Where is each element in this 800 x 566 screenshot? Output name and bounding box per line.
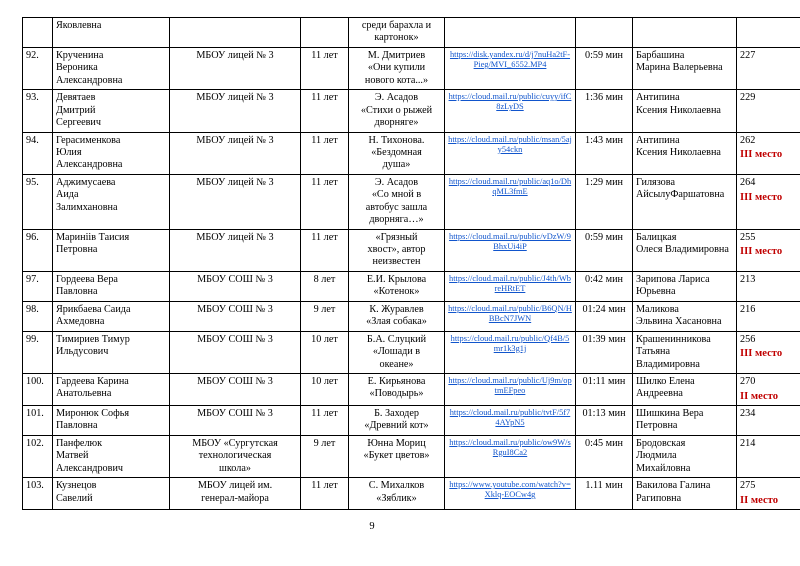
score-value: 227 [740, 49, 756, 61]
text-line: Татьяна [636, 346, 670, 358]
score-cell [737, 18, 800, 48]
text-line: «Злая собака» [366, 316, 427, 328]
results-table-body [23, 18, 800, 510]
text-line: Аджимусаева [56, 176, 116, 188]
text-line: Ярикбаева Саида [56, 303, 131, 315]
text-line: Юлия [56, 146, 82, 158]
text-line: Юрьевна [636, 286, 676, 298]
duration-cell: 1:43 мин [576, 132, 633, 174]
video-link[interactable]: https://cloud.mail.ru/public/J4th/WbreHRtET [449, 273, 571, 293]
text-line: хвост», автор [367, 244, 426, 255]
text-line: «Со мной в [371, 189, 422, 201]
text-line: Яковлевна [56, 20, 102, 31]
text-line: картонок» [374, 32, 419, 44]
place-badge: III место [740, 149, 783, 161]
teacher-name-cell [633, 373, 737, 405]
score-value: 264 [740, 176, 756, 188]
text-line: Савелий [56, 492, 93, 504]
row-number-cell: 102. [23, 435, 53, 477]
results-table [22, 17, 800, 510]
table-row [23, 373, 800, 405]
text-line: Дмитрий [56, 104, 96, 116]
text-line: Андреевна [636, 388, 683, 400]
text-line: МБОУ СОШ № 3 [197, 407, 273, 419]
text-line: «Бездомная [371, 146, 422, 158]
age-cell [301, 18, 349, 48]
row-number-cell: 95. [23, 174, 53, 229]
video-link-cell[interactable] [445, 132, 576, 174]
work-cell [349, 331, 445, 373]
text-line: Юнна Мориц [367, 437, 426, 449]
page-number: 9 [369, 521, 375, 532]
place-badge: II место [740, 494, 779, 506]
participant-name-cell [53, 331, 170, 373]
text-line: Петровна [636, 420, 678, 432]
text-line: Александровна [56, 159, 123, 171]
row-number-cell: 96. [23, 229, 53, 271]
duration-cell: 0:59 мин [576, 47, 633, 89]
text-line: Крашенинникова [636, 333, 711, 345]
duration-cell [576, 18, 633, 48]
table-row [23, 174, 800, 229]
text-line: МБОУ лицей № 3 [196, 176, 274, 188]
age-cell: 11 лет [301, 405, 349, 435]
work-cell [349, 271, 445, 301]
text-line: «Зяблик» [376, 492, 417, 504]
score-cell [737, 174, 800, 229]
text-line: автобус зашла [365, 201, 428, 213]
text-line: душа» [382, 159, 411, 171]
video-link[interactable]: https://cloud.mail.ru/public/Uj9m/optmEFpeo [448, 375, 572, 396]
text-line: Антипина [636, 92, 680, 104]
score-cell [737, 271, 800, 301]
text-line: МБОУ СОШ № 3 [197, 273, 273, 285]
age-cell: 11 лет [301, 132, 349, 174]
duration-cell: 0:45 мин [576, 435, 633, 477]
text-line: Антипина [636, 134, 680, 146]
row-number-cell: 100. [23, 373, 53, 405]
teacher-name-cell [633, 405, 737, 435]
score-value: 262 [740, 134, 756, 146]
text-line: Гордеева Вера [56, 273, 118, 285]
place-badge: III место [740, 246, 783, 258]
place-badge: III место [740, 348, 783, 360]
text-line: «Они купили [367, 62, 426, 74]
text-line: «Грязный [375, 231, 418, 243]
table-row [23, 301, 800, 331]
video-link-cell[interactable] [445, 478, 576, 510]
participant-name-cell [53, 174, 170, 229]
row-number-cell: 94. [23, 132, 53, 174]
text-line: «Стихи о рыжей [360, 104, 433, 116]
video-link-cell[interactable] [445, 271, 576, 301]
place-badge: III место [740, 191, 783, 203]
work-cell [349, 435, 445, 477]
teacher-name-cell [633, 132, 737, 174]
score-value: 229 [740, 92, 756, 104]
text-line: Вакилова Галина [636, 480, 711, 492]
participant-name-cell [53, 435, 170, 477]
video-link[interactable]: https://cloud.mail.ru/public/cuyy/ifC8zLyDS [448, 92, 572, 112]
text-line: Зарипова Лариса [636, 273, 710, 285]
text-line: Эльвина Хасановна [636, 316, 722, 328]
text-line: океане» [379, 358, 414, 370]
participant-name-cell [53, 132, 170, 174]
work-cell [349, 132, 445, 174]
video-link[interactable]: https://www.youtube.com/watch?v=Xklq-EOCw4g [449, 480, 571, 500]
teacher-name-cell [633, 331, 737, 373]
text-line: МБОУ лицей им. [197, 480, 273, 492]
text-line: Барбашина [636, 49, 685, 61]
score-cell [737, 405, 800, 435]
text-line: Кузнецов [56, 480, 97, 492]
row-number-cell: 93. [23, 90, 53, 132]
text-line: М. Дмитриев [367, 49, 426, 61]
text-line: Аида [56, 189, 79, 201]
teacher-name-cell [633, 435, 737, 477]
row-number-cell [23, 18, 53, 48]
text-line: К. Журавлев [369, 303, 424, 315]
text-line: Панфелюк [56, 437, 103, 449]
score-cell [737, 301, 800, 331]
text-line: «Поводырь» [369, 388, 424, 400]
table-row [23, 271, 800, 301]
school-cell [170, 373, 301, 405]
video-link-cell[interactable] [445, 301, 576, 331]
video-link[interactable]: https://cloud.mail.ru/public/msan/5ajy54ckn [448, 134, 572, 154]
school-cell [170, 47, 301, 89]
duration-cell: 1.11 мин [576, 478, 633, 510]
score-cell [737, 331, 800, 373]
table-row [23, 478, 800, 510]
school-cell [170, 132, 301, 174]
text-line: Б. Заходер [374, 407, 419, 419]
text-line: «Древний кот» [364, 420, 429, 432]
video-link[interactable]: https://cloud.mail.ru/public/B6QN/HBBcN7JWN [448, 303, 572, 323]
row-number-cell: 99. [23, 331, 53, 373]
work-cell [349, 229, 445, 271]
text-line: Шишкина Вера [636, 407, 704, 419]
text-line: Маликова [636, 303, 679, 315]
participant-name-cell [53, 18, 170, 48]
score-cell [737, 90, 800, 132]
teacher-name-cell [633, 301, 737, 331]
text-line: Ксения Николаевна [636, 104, 721, 116]
school-cell [170, 405, 301, 435]
school-cell [170, 90, 301, 132]
score-value: 255 [740, 231, 756, 243]
text-line: Ильдусович [56, 346, 109, 358]
table-row [23, 132, 800, 174]
score-cell [737, 47, 800, 89]
work-cell [349, 405, 445, 435]
text-line: С. Михалков [368, 480, 425, 492]
text-line: Н. Тихонова. [368, 134, 425, 146]
text-line: школа» [219, 462, 251, 474]
text-line: Е. Кирьянова [367, 375, 426, 387]
duration-cell: 01:11 мин [576, 373, 633, 405]
text-line: «Котенок» [373, 286, 420, 298]
age-cell: 11 лет [301, 47, 349, 89]
text-line: МБОУ лицей № 3 [196, 134, 274, 146]
text-line: Александровна [56, 74, 123, 86]
text-line: МБОУ СОШ № 3 [197, 303, 273, 315]
row-number-cell: 101. [23, 405, 53, 435]
table-row [23, 331, 800, 373]
text-line: Бродовская [636, 437, 686, 449]
table-row [23, 90, 800, 132]
text-line: Марина Валерьевна [636, 62, 723, 74]
video-link-cell[interactable] [445, 174, 576, 229]
text-line: дворняга…» [369, 214, 424, 226]
score-value: 234 [740, 407, 756, 419]
participant-name-cell [53, 301, 170, 331]
text-line: Сергеевич [56, 117, 102, 129]
video-link[interactable]: https://cloud.mail.ru/public/vDzW/9BhxUi4iP [449, 231, 571, 251]
age-cell: 9 лет [301, 301, 349, 331]
video-link-cell[interactable] [445, 90, 576, 132]
table-row [23, 405, 800, 435]
video-link-cell[interactable] [445, 331, 576, 373]
age-cell: 11 лет [301, 478, 349, 510]
text-line: МБОУ СОШ № 3 [197, 375, 273, 387]
text-line: Тимириев Тимур [56, 333, 130, 345]
text-line: Герасименкова [56, 134, 121, 146]
work-cell [349, 47, 445, 89]
table-row [23, 229, 800, 271]
teacher-name-cell [633, 174, 737, 229]
score-cell [737, 132, 800, 174]
teacher-name-cell [633, 229, 737, 271]
text-line: Ксения Николаевна [636, 146, 721, 158]
text-line: Вероника [56, 62, 98, 74]
score-value: 216 [740, 303, 756, 315]
score-cell [737, 229, 800, 271]
text-line: АйсылуФаршатовна [636, 189, 725, 201]
video-link-cell[interactable] [445, 47, 576, 89]
participant-name-cell [53, 405, 170, 435]
participant-name-cell [53, 47, 170, 89]
score-cell [737, 478, 800, 510]
text-line: нового кота...» [364, 74, 429, 86]
teacher-name-cell [633, 47, 737, 89]
text-line: среди барахла и [361, 20, 432, 31]
score-value: 213 [740, 273, 756, 285]
table-row [23, 18, 800, 48]
score-cell [737, 435, 800, 477]
text-line: Матвей [56, 450, 89, 462]
text-line: Павловна [56, 420, 98, 432]
participant-name-cell [53, 373, 170, 405]
text-line: Е.И. Крылова [366, 273, 427, 285]
teacher-name-cell [633, 478, 737, 510]
duration-cell: 1:29 мин [576, 174, 633, 229]
video-link-cell[interactable] [445, 405, 576, 435]
video-link[interactable]: https://cloud.mail.ru/public/ow9W/sRguI8Ca2 [449, 437, 571, 457]
school-cell [170, 271, 301, 301]
duration-cell: 01:13 мин [576, 405, 633, 435]
score-value: 214 [740, 437, 756, 449]
row-number-cell: 97. [23, 271, 53, 301]
text-line: Гилязова [636, 176, 675, 188]
work-cell [349, 90, 445, 132]
age-cell: 11 лет [301, 90, 349, 132]
text-line: Анатольевна [56, 388, 112, 400]
school-cell [170, 435, 301, 477]
duration-cell: 01:39 мин [576, 331, 633, 373]
teacher-name-cell [633, 18, 737, 48]
school-cell [170, 331, 301, 373]
duration-cell: 1:36 мин [576, 90, 633, 132]
duration-cell: 0:59 мин [576, 229, 633, 271]
table-row [23, 435, 800, 477]
video-link[interactable]: https://cloud.mail.ru/public/Qf4B/5mr1k3g1j [450, 333, 570, 353]
text-line: генерал-майора [201, 492, 269, 504]
text-line: Павловна [56, 286, 98, 298]
work-cell [349, 301, 445, 331]
video-link[interactable]: https://disk.yandex.ru/d/j7nuHa2tF-Pieg/MVI_6552.MP4 [449, 49, 571, 69]
text-line: Олеся Владимировна [636, 244, 729, 255]
school-cell [170, 478, 301, 510]
text-line: Рагиповна [636, 492, 682, 504]
text-line: Людмила Михайловна [636, 450, 691, 474]
text-line: Шилко Елена [636, 375, 695, 387]
video-link-cell[interactable] [445, 435, 576, 477]
participant-name-cell [53, 229, 170, 271]
place-badge: II место [740, 390, 779, 402]
text-line: Мариніів Таисия [56, 231, 130, 243]
text-line: технологическая [198, 450, 272, 462]
text-line: МБОУ лицей № 3 [196, 49, 274, 61]
row-number-cell: 98. [23, 301, 53, 331]
table-row [23, 47, 800, 89]
age-cell: 11 лет [301, 174, 349, 229]
text-line: Александрович [56, 462, 124, 474]
participant-name-cell [53, 90, 170, 132]
score-cell [737, 373, 800, 405]
text-line: неизвестен [372, 256, 421, 268]
teacher-name-cell [633, 271, 737, 301]
row-number-cell: 92. [23, 47, 53, 89]
participant-name-cell [53, 478, 170, 510]
text-line: Петровна [56, 244, 98, 255]
text-line: Э. Асадов [374, 176, 419, 188]
text-line: МБОУ лицей № 3 [196, 92, 274, 104]
age-cell: 10 лет [301, 331, 349, 373]
score-value: 270 [740, 375, 756, 387]
video-link-cell [445, 18, 576, 48]
age-cell: 11 лет [301, 229, 349, 271]
video-link-cell[interactable] [445, 229, 576, 271]
text-line: Крученина [56, 49, 104, 61]
text-line: дворняге» [374, 117, 419, 129]
age-cell: 8 лет [301, 271, 349, 301]
text-line: Гардеева Карина [56, 375, 129, 387]
video-link[interactable]: https://cloud.mail.ru/public/tvtF/5f74AYpN5 [449, 407, 571, 427]
work-cell [349, 478, 445, 510]
school-cell [170, 301, 301, 331]
duration-cell: 01:24 мин [576, 301, 633, 331]
text-line: Девятаев [56, 92, 96, 104]
work-cell [349, 174, 445, 229]
school-cell [170, 229, 301, 271]
text-line: «Букет цветов» [363, 450, 430, 462]
text-line: МБОУ лицей № 3 [196, 231, 274, 243]
score-value: 256 [740, 333, 756, 345]
text-line: Залимхановна [56, 201, 118, 213]
text-line: Ахмедовна [56, 316, 105, 328]
duration-cell: 0:42 мин [576, 271, 633, 301]
text-line: Э. Асадов [374, 92, 419, 104]
age-cell: 10 лет [301, 373, 349, 405]
text-line: МБОУ СОШ № 3 [197, 333, 273, 345]
video-link[interactable]: https://cloud.mail.ru/public/aq1o/DhqML3fmE [448, 176, 572, 196]
text-line: Балицкая [636, 231, 677, 243]
text-line: Миронюк Софья [56, 407, 130, 419]
school-cell [170, 18, 301, 48]
text-line: МБОУ «Сургутская [192, 437, 278, 449]
text-line: Владимировна [636, 358, 700, 370]
school-cell [170, 174, 301, 229]
work-cell [349, 373, 445, 405]
row-number-cell: 103. [23, 478, 53, 510]
text-line: Б.А. Слуцкий [366, 333, 427, 345]
participant-name-cell [53, 271, 170, 301]
work-cell [349, 18, 445, 48]
video-link-cell[interactable] [445, 373, 576, 405]
age-cell: 9 лет [301, 435, 349, 477]
teacher-name-cell [633, 90, 737, 132]
text-line: «Лошади в [372, 346, 421, 358]
score-value: 275 [740, 480, 756, 492]
